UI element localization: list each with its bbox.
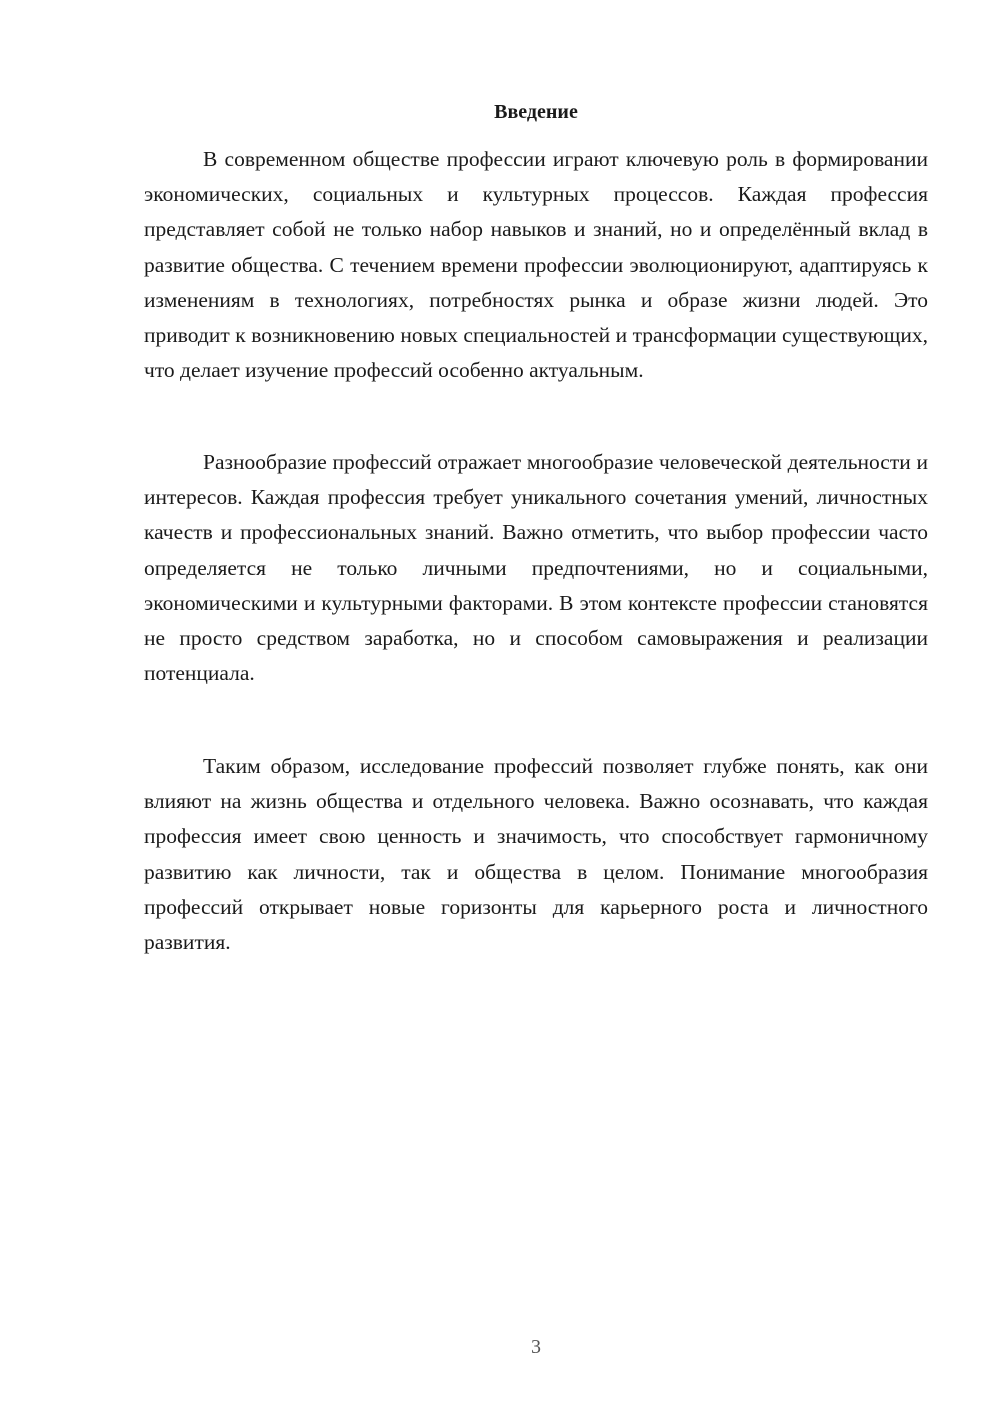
section-title: Введение [494, 101, 578, 123]
page-number: 3 [531, 1336, 541, 1358]
paragraph-diversity: Разнообразие профессий отражает многообразие человеческой деятельности и интересов. Каждая профессия требует уникального сочетания умений, личностных качеств и профессиональных знаний. Важно отметить, что выбор профессии часто определяется не только личными предпочтениями, но и социальными, экономическими и культурными факторами. В этом контексте профессии становятся не просто средством заработка, но и способом самовыражения и реализации потенциала. [144, 450, 928, 686]
paragraph-intro: В современном обществе профессии играют ключевую роль в формировании экономических, социальных и культурных процессов. Каждая профессия представляет собой не только набор навыков и знаний, но и определённый вклад в развитие общества. С течением времени профессии эволюционируют, адаптируясь к изменениям в технологиях, потребностях рынка и образе жизни людей. Это приводит к возникновению новых специальностей и трансформации существующих, что делает изучение профессий особенно актуальным. [144, 147, 928, 383]
paragraph-conclusion: Таким образом, исследование профессий позволяет глубже понять, как они влияют на жизнь общества и отдельного человека. Важно осознавать, что каждая профессия имеет свою ценность и значимость, что способствует гармоничному развитию как личности, так и общества в целом. Понимание многообразия профессий открывает новые горизонты для карьерного роста и личностного развития. [144, 754, 928, 955]
